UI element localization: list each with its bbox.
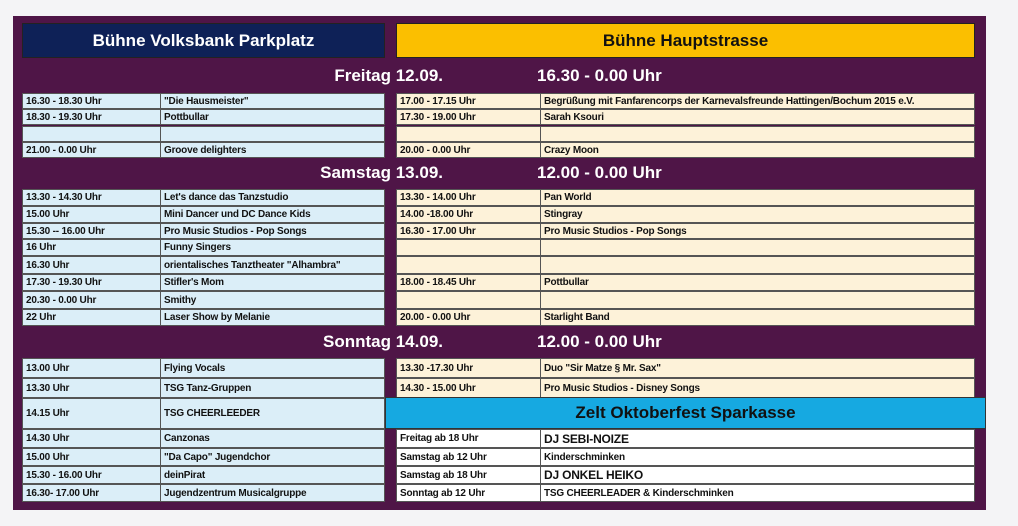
schedule-time: 16.30 - 18.30 Uhr <box>22 93 161 109</box>
tent-time: Samstag ab 12 Uhr <box>396 448 541 466</box>
schedule-time: 15.30 -- 16.00 Uhr <box>22 223 161 239</box>
day-label: Samstag 13.09. <box>320 163 443 182</box>
schedule-act: Begrüßung mit Fanfarencorps der Karnevalsfreunde Hattingen/Bochum 2015 e.V. <box>540 93 975 109</box>
stage-header-hauptstrasse: Bühne Hauptstrasse <box>396 23 975 58</box>
schedule-act: TSG Tanz-Gruppen <box>160 378 385 398</box>
schedule-time: 18.30 - 19.30 Uhr <box>22 109 161 125</box>
schedule-act: Duo "Sir Matze § Mr. Sax" <box>540 358 975 378</box>
schedule-act: Let's dance das Tanzstudio <box>160 189 385 206</box>
schedule-time: 13.30 - 14.30 Uhr <box>22 189 161 206</box>
schedule-act: TSG CHEERLEEDER <box>160 398 385 429</box>
schedule-act: Laser Show by Melanie <box>160 309 385 326</box>
schedule-time: 14.15 Uhr <box>22 398 161 429</box>
day-band <box>22 158 975 188</box>
schedule-act <box>540 256 975 274</box>
schedule-act: Starlight Band <box>540 309 975 326</box>
schedule-act: Groove delighters <box>160 142 385 158</box>
schedule-act <box>540 291 975 309</box>
schedule-act: Pro Music Studios - Pop Songs <box>540 223 975 239</box>
day-label: Freitag 12.09. <box>334 66 443 85</box>
schedule-act: "Da Capo" Jugendchor <box>160 448 385 466</box>
schedule-time: 17.30 - 19.00 Uhr <box>396 109 541 125</box>
tent-act: DJ SEBI-NOIZE <box>540 429 975 448</box>
schedule-act: Canzonas <box>160 429 385 448</box>
schedule-act: Mini Dancer und DC Dance Kids <box>160 206 385 223</box>
schedule-act <box>540 239 975 256</box>
schedule-time: 13.30 - 14.00 Uhr <box>396 189 541 206</box>
schedule-time <box>396 256 541 274</box>
schedule-time <box>396 291 541 309</box>
schedule-act: Crazy Moon <box>540 142 975 158</box>
schedule-act: Pottbullar <box>540 274 975 291</box>
stage-header-zelt: Zelt Oktoberfest Sparkasse <box>385 397 986 429</box>
schedule-time: 16.30 - 17.00 Uhr <box>396 223 541 239</box>
stage-header-volksbank: Bühne Volksbank Parkplatz <box>22 23 385 58</box>
schedule-time: 13.30 -17.30 Uhr <box>396 358 541 378</box>
schedule-act: "Die Hausmeister" <box>160 93 385 109</box>
schedule-time: 15.00 Uhr <box>22 448 161 466</box>
schedule-time: 13.00 Uhr <box>22 358 161 378</box>
schedule-act: deinPirat <box>160 466 385 484</box>
schedule-time: 20.00 - 0.00 Uhr <box>396 142 541 158</box>
schedule-time: 18.00 - 18.45 Uhr <box>396 274 541 291</box>
schedule-act: Funny Singers <box>160 239 385 256</box>
schedule-time: 21.00 - 0.00 Uhr <box>22 142 161 158</box>
tent-time: Freitag ab 18 Uhr <box>396 429 541 448</box>
schedule-time: 17.00 - 17.15 Uhr <box>396 93 541 109</box>
schedule-act: orientalisches Tanztheater "Alhambra" <box>160 256 385 274</box>
tent-act: TSG CHEERLEADER & Kinderschminken <box>540 484 975 502</box>
tent-time: Sonntag ab 12 Uhr <box>396 484 541 502</box>
schedule-time: 14.30 - 15.00 Uhr <box>396 378 541 398</box>
schedule-act: Pro Music Studios - Pop Songs <box>160 223 385 239</box>
schedule-time: 14.30 Uhr <box>22 429 161 448</box>
tent-act: Kinderschminken <box>540 448 975 466</box>
schedule-time: 13.30 Uhr <box>22 378 161 398</box>
schedule-time: 20.30 - 0.00 Uhr <box>22 291 161 309</box>
schedule-time: 17.30 - 19.30 Uhr <box>22 274 161 291</box>
schedule-time: 20.00 - 0.00 Uhr <box>396 309 541 326</box>
schedule-time: 16.30- 17.00 Uhr <box>22 484 161 502</box>
schedule-act: Pottbullar <box>160 109 385 125</box>
schedule-act <box>540 126 975 142</box>
schedule-time: 15.00 Uhr <box>22 206 161 223</box>
schedule-time: 15.30 - 16.00 Uhr <box>22 466 161 484</box>
schedule-time <box>22 126 161 142</box>
schedule-act: Jugendzentrum Musicalgruppe <box>160 484 385 502</box>
schedule-time: 16 Uhr <box>22 239 161 256</box>
day-hours: 12.00 - 0.00 Uhr <box>537 163 662 182</box>
schedule-time: 14.00 -18.00 Uhr <box>396 206 541 223</box>
day-hours: 12.00 - 0.00 Uhr <box>537 332 662 351</box>
schedule-act <box>160 126 385 142</box>
schedule-act: Smithy <box>160 291 385 309</box>
schedule-act: Flying Vocals <box>160 358 385 378</box>
day-hours: 16.30 - 0.00 Uhr <box>537 66 662 85</box>
schedule-act: Sarah Ksouri <box>540 109 975 125</box>
tent-act: DJ ONKEL HEIKO <box>540 466 975 484</box>
schedule-time: 22 Uhr <box>22 309 161 326</box>
tent-time: Samstag ab 18 Uhr <box>396 466 541 484</box>
schedule-act: Stifler's Mom <box>160 274 385 291</box>
day-label: Sonntag 14.09. <box>323 332 443 351</box>
day-band <box>22 327 975 357</box>
schedule-act: Pro Music Studios - Disney Songs <box>540 378 975 398</box>
day-band <box>22 60 975 92</box>
schedule-time: 16.30 Uhr <box>22 256 161 274</box>
schedule-time <box>396 239 541 256</box>
schedule-act: Stingray <box>540 206 975 223</box>
schedule-time <box>396 126 541 142</box>
schedule-act: Pan World <box>540 189 975 206</box>
